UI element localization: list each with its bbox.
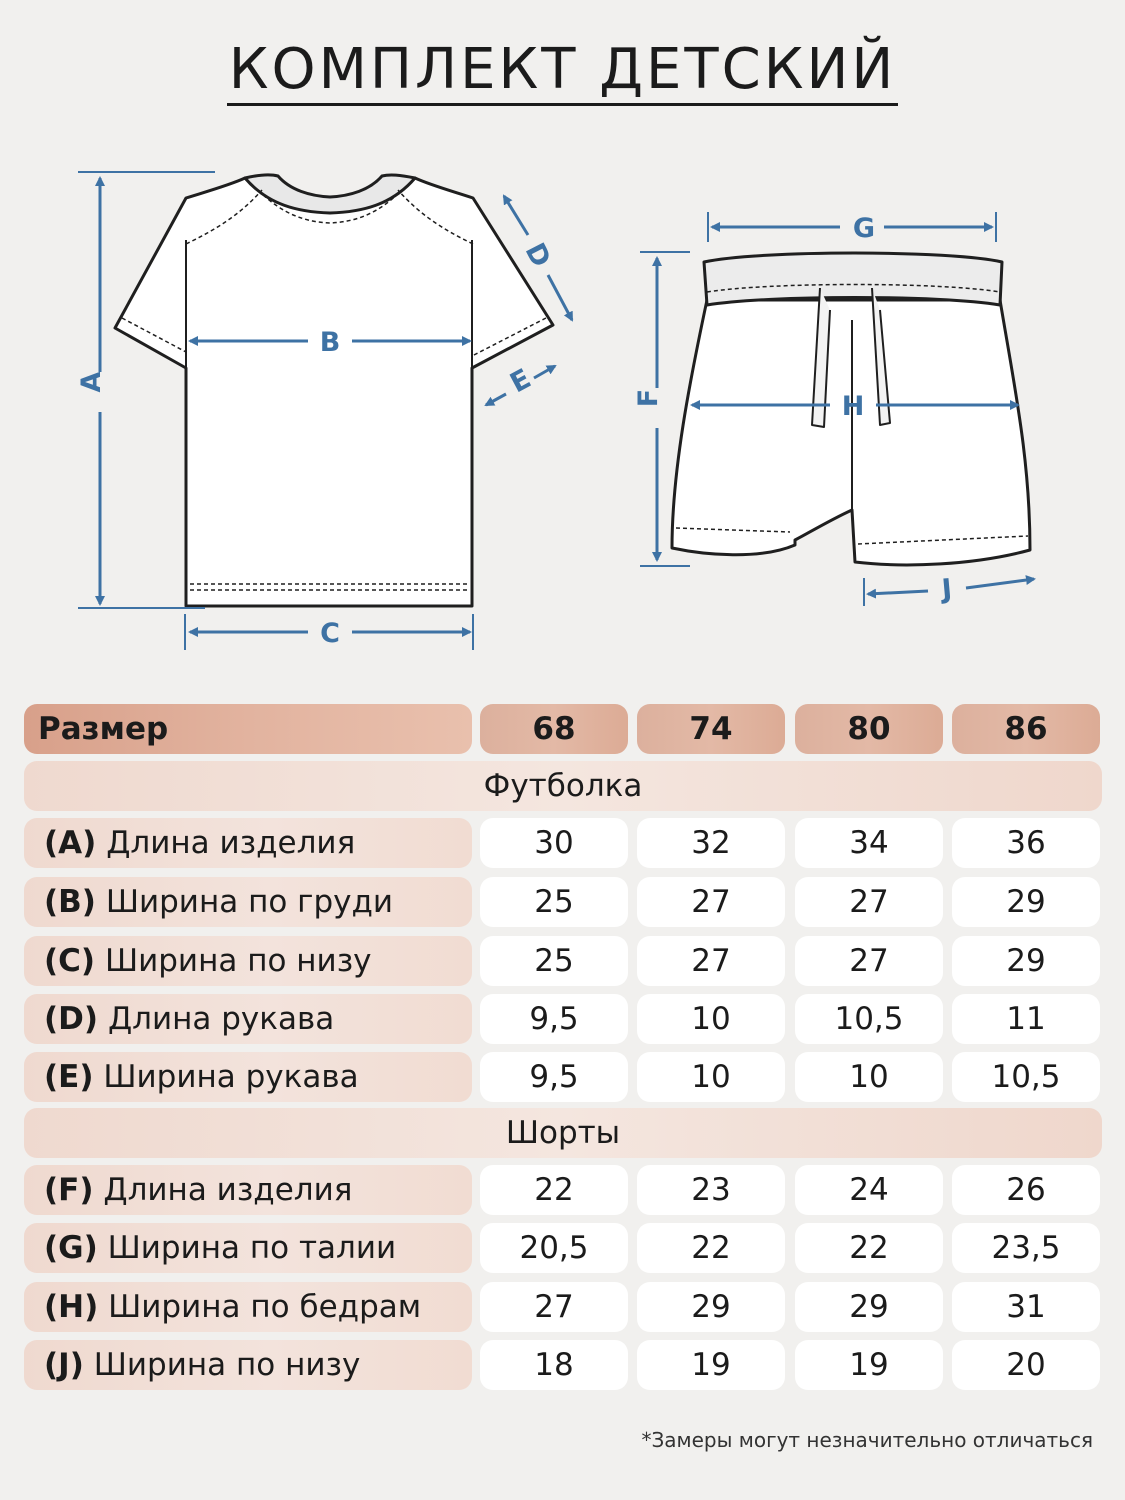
value-cell: 10	[795, 1052, 943, 1102]
label-g: G	[852, 213, 876, 244]
label-e: E	[505, 363, 537, 400]
table-row	[24, 936, 1102, 986]
table-row	[24, 1282, 1102, 1332]
footnote: *Замеры могут незначительно отличаться	[641, 1428, 1093, 1452]
value-cell: 20	[952, 1340, 1100, 1390]
value-cell: 29	[952, 877, 1100, 927]
size-col-86: 86	[952, 704, 1100, 754]
value-cell: 30	[480, 818, 628, 868]
row-label: Длина рукава	[107, 1001, 335, 1037]
row-label: Длина изделия	[103, 1172, 353, 1208]
value-cell: 19	[637, 1340, 785, 1390]
label-b: B	[319, 327, 341, 358]
value-cell: 25	[480, 936, 628, 986]
page-title: КОМПЛЕКТ ДЕТСКИЙ	[0, 40, 1125, 100]
table-row	[24, 1340, 1102, 1390]
value-cell: 22	[480, 1165, 628, 1215]
value-cell: 29	[952, 936, 1100, 986]
value-cell: 34	[795, 818, 943, 868]
row-label: Ширина по бедрам	[108, 1289, 422, 1325]
table-row	[24, 994, 1102, 1044]
label-a: A	[76, 371, 107, 393]
row-code: (B)	[44, 884, 96, 920]
row-code: (D)	[44, 1001, 99, 1037]
size-col-68: 68	[480, 704, 628, 754]
size-diagram	[0, 0, 1125, 680]
value-cell: 29	[795, 1282, 943, 1332]
size-col-80: 80	[795, 704, 943, 754]
value-cell: 27	[480, 1282, 628, 1332]
row-label: Ширина рукава	[103, 1059, 359, 1095]
row-code: (E)	[44, 1059, 94, 1095]
label-h: H	[841, 391, 865, 422]
value-cell: 27	[637, 936, 785, 986]
table-row	[24, 1223, 1102, 1273]
label-j: J	[940, 573, 954, 606]
value-cell: 9,5	[480, 1052, 628, 1102]
value-cell: 25	[480, 877, 628, 927]
value-cell: 36	[952, 818, 1100, 868]
value-cell: 11	[952, 994, 1100, 1044]
value-cell: 32	[637, 818, 785, 868]
label-c: C	[320, 618, 340, 649]
section-shorts: Шорты	[24, 1108, 1102, 1158]
row-label: Ширина по талии	[107, 1230, 397, 1266]
row-code: (H)	[44, 1289, 99, 1325]
label-d: D	[518, 238, 557, 273]
value-cell: 22	[637, 1223, 785, 1273]
size-header-label: Размер	[24, 704, 472, 754]
value-cell: 24	[795, 1165, 943, 1215]
value-cell: 27	[795, 877, 943, 927]
value-cell: 27	[637, 877, 785, 927]
row-label: Длина изделия	[106, 825, 356, 861]
value-cell: 10,5	[795, 994, 943, 1044]
value-cell: 31	[952, 1282, 1100, 1332]
table-row	[24, 1165, 1102, 1215]
value-cell: 29	[637, 1282, 785, 1332]
row-label: Ширина по груди	[105, 884, 394, 920]
label-f: F	[633, 388, 664, 408]
section-tshirt: Футболка	[24, 761, 1102, 811]
value-cell: 19	[795, 1340, 943, 1390]
table-row	[24, 877, 1102, 927]
value-cell: 10,5	[952, 1052, 1100, 1102]
row-code: (J)	[44, 1347, 84, 1383]
row-code: (A)	[44, 825, 97, 861]
row-label: Ширина по низу	[104, 943, 372, 979]
value-cell: 20,5	[480, 1223, 628, 1273]
value-cell: 23	[637, 1165, 785, 1215]
table-header-row	[24, 704, 1102, 754]
row-code: (G)	[44, 1230, 98, 1266]
table-row	[24, 818, 1102, 868]
value-cell: 27	[795, 936, 943, 986]
value-cell: 9,5	[480, 994, 628, 1044]
size-col-74: 74	[637, 704, 785, 754]
tshirt-drawing	[115, 175, 553, 606]
value-cell: 10	[637, 1052, 785, 1102]
row-code: (F)	[44, 1172, 94, 1208]
row-code: (C)	[44, 943, 96, 979]
row-label: Ширина по низу	[93, 1347, 361, 1383]
table-row	[24, 1052, 1102, 1102]
value-cell: 26	[952, 1165, 1100, 1215]
value-cell: 18	[480, 1340, 628, 1390]
value-cell: 22	[795, 1223, 943, 1273]
value-cell: 23,5	[952, 1223, 1100, 1273]
value-cell: 10	[637, 994, 785, 1044]
